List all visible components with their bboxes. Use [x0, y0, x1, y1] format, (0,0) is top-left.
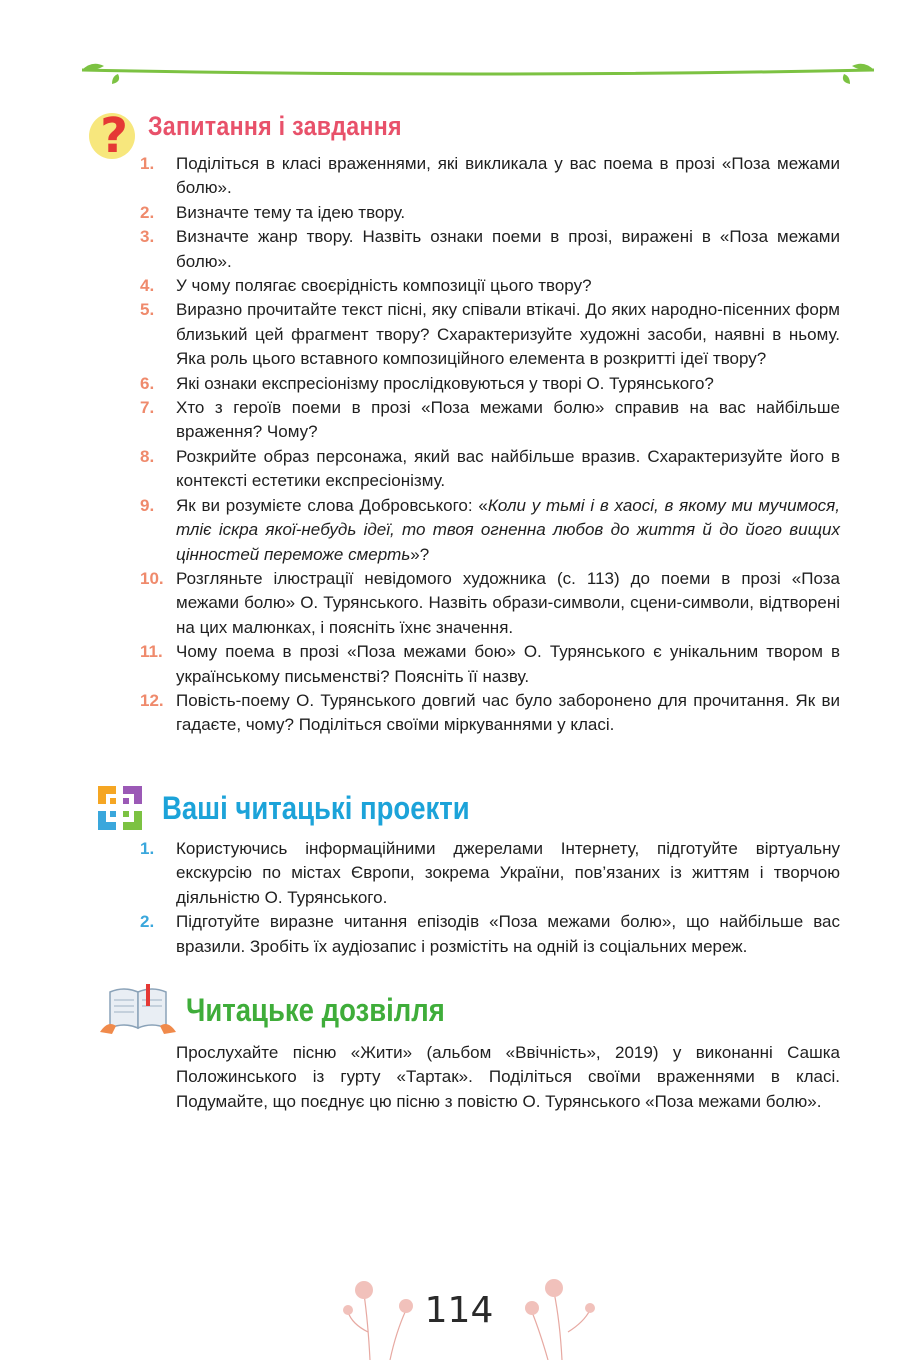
projects-list	[140, 837, 840, 959]
reading-text: Прослухайте пісню «Жити» (альбом «Ввічність», 2019) у виконанні Сашка Положинського із гурту «Тартак». Поділіться своїми враженнями в класі. Подумайте, що поєднує цю пісню з повістю О. Турянського «Поза межами болю».	[176, 1043, 840, 1111]
item-text: Визначте тему та ідею твору.	[176, 202, 406, 222]
reading-header	[98, 980, 487, 1040]
item-number: 2.	[140, 202, 155, 222]
item-text: Розкрийте образ персонажа, який вас найбільше вразив. Схарактеризуйте його в контексті естетики експресіонізму.	[176, 446, 840, 491]
item-number: 1.	[140, 839, 155, 858]
list-item	[140, 689, 840, 738]
item-text-after: »?	[410, 544, 430, 564]
item-number: 3.	[140, 227, 155, 247]
list-item	[140, 910, 840, 959]
item-number: 4.	[140, 276, 155, 296]
item-number: 10.	[140, 568, 164, 588]
item-number: 6.	[140, 373, 155, 393]
questions-title: Запитання і завдання	[148, 110, 402, 141]
svg-text:?: ?	[100, 108, 128, 162]
item-text: Визначте жанр твору. Назвіть ознаки поеми в прозі, виражені в «Поза межами болю».	[176, 227, 840, 271]
item-text: Виразно прочитайте текст пісні, яку співали втікачі. До яких народно-пісенних форм близький цей фрагмент твору? Схарактеризуйте художні засоби, наявні в ньому. Яка роль цього вставного композиційного елемента в розкритті ідеї твору?	[176, 300, 840, 369]
item-number: 9.	[140, 495, 155, 515]
list-item	[140, 152, 840, 201]
list-item	[140, 494, 840, 567]
item-number: 5.	[140, 300, 155, 320]
list-item	[140, 274, 840, 298]
item-number: 1.	[140, 154, 155, 173]
list-item	[140, 298, 840, 371]
page-number: 114	[424, 1290, 494, 1331]
list-item	[140, 640, 840, 689]
list-item	[140, 567, 840, 640]
item-text: Підготуйте виразне читання епізодів «Поза межами болю», що найбільше вас вразили. Зробіть їх аудіозапис і розмістіть на одній із соціальних мереж.	[176, 912, 840, 956]
item-number: 12.	[140, 690, 164, 710]
list-item	[140, 445, 840, 494]
item-text: Користуючись інформаційними джерелами Інтернету, підготуйте віртуальну екскурсію по містах Європи, зокрема України, пов’язаних із життям і творчою діяльністю О. Турянського.	[176, 839, 840, 907]
item-text: Які ознаки експресіонізму прослідковуються у творі О. Турянського?	[176, 373, 714, 393]
questions-list	[140, 152, 840, 738]
item-text-before: Як ви розумієте слова Добровського: «	[176, 495, 488, 515]
projects-title: Ваші читацькі проекти	[162, 789, 470, 826]
item-text: У чому полягає своєрідність композиції цього твору?	[176, 276, 592, 296]
open-book-icon	[98, 980, 178, 1040]
item-text: Хто з героїв поеми в прозі «Поза межами болю» справив на вас найбільше враження? Чому?	[176, 398, 840, 442]
item-text: Повість-поему О. Турянського довгий час було заборонено для прочитання. Як ви гадаєте, чому? Поділіться своїми міркуваннями у класі.	[176, 690, 840, 735]
quote-italic: Коли у тьмі і в хаосі, в якому ми мучимося, тліє іскра якої-небудь ідеї, то твоя огненна любов до життя й до його вищих цінностей переможе смерть	[176, 495, 840, 564]
projects-header	[96, 784, 520, 832]
item-number: 8.	[140, 446, 155, 466]
list-item	[140, 372, 840, 396]
list-item	[140, 837, 840, 910]
list-item	[140, 201, 840, 225]
item-number: 2.	[140, 912, 155, 932]
item-text: Поділіться в класі враженнями, які викликала у вас поема в прозі «Поза межами болю».	[176, 154, 840, 198]
item-text: Розгляньте ілюстрації невідомого художника (с. 113) до поеми в прозі «Поза межами болю» О. Турянського. Назвіть образи-символи, сцени-символи, відтворені на цих малюнках, і поясніть їхнє значення.	[176, 568, 840, 637]
list-item	[140, 225, 840, 274]
vine-divider	[78, 56, 878, 86]
item-number: 11.	[140, 642, 163, 662]
question-mark-icon	[88, 104, 138, 162]
puzzle-squares-icon	[96, 784, 144, 832]
item-text: Чому поема в прозі «Поза межами бою» О. Турянського є унікальним твором в українському письменстві? Поясніть її назву.	[176, 642, 840, 686]
list-item	[140, 396, 840, 445]
item-number: 7.	[140, 398, 155, 418]
reading-title: Читацьке дозвілля	[186, 991, 445, 1028]
